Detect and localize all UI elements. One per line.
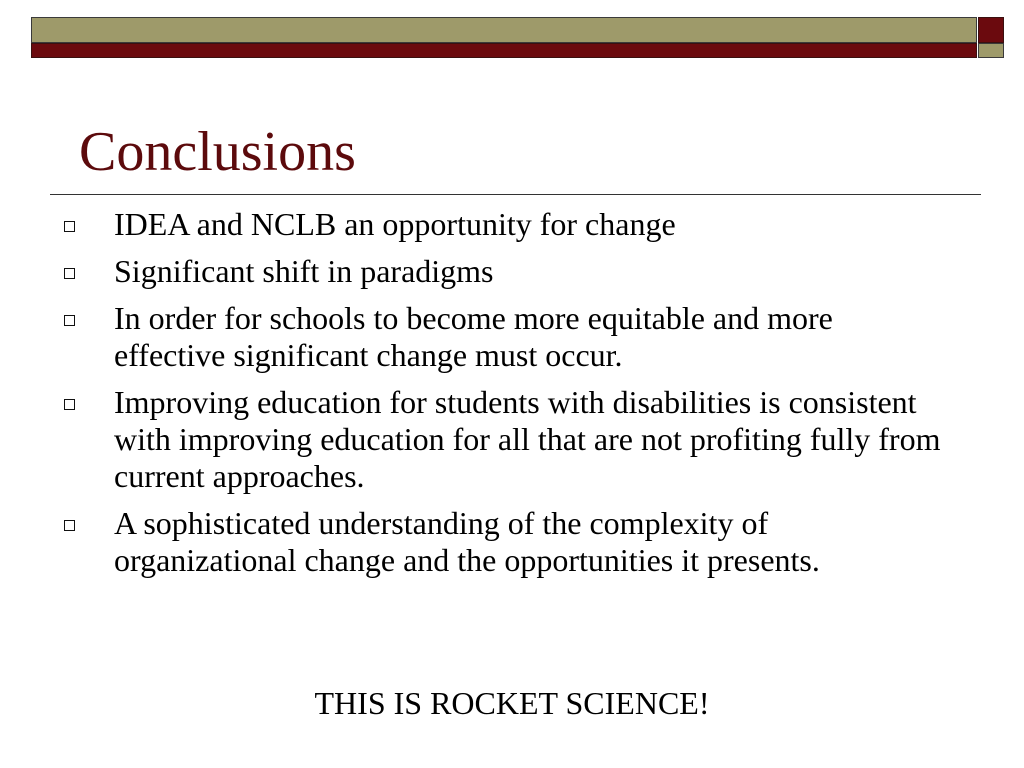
header-banner-olive-bar [31, 17, 977, 43]
square-bullet-icon [64, 268, 75, 279]
slide-title: Conclusions [79, 121, 356, 183]
title-divider [50, 194, 981, 195]
square-bullet-icon [64, 221, 75, 232]
bullet-text: Significant shift in paradigms [114, 253, 494, 289]
bullet-text: In order for schools to become more equitable and more effective significant change must occur. [114, 300, 833, 373]
square-bullet-icon [64, 315, 75, 326]
bullet-text: A sophisticated understanding of the complexity of organizational change and the opportunities it presents. [114, 505, 820, 578]
bullet-item [64, 505, 964, 579]
bullet-list [64, 206, 964, 589]
header-banner-red-bar [31, 43, 977, 58]
bullet-item [64, 253, 964, 290]
bullet-text: IDEA and NCLB an opportunity for change [114, 206, 676, 242]
bullet-text: Improving education for students with disabilities is consistent with improving education for all that are not profiting fully from current approaches. [114, 384, 941, 494]
square-bullet-icon [64, 520, 75, 531]
header-corner-red-square [978, 17, 1004, 43]
bullet-item [64, 384, 964, 495]
slide-tagline: THIS IS ROCKET SCIENCE! [314, 685, 710, 721]
header-corner-olive-square [978, 43, 1004, 58]
square-bullet-icon [64, 399, 75, 410]
bullet-item [64, 206, 964, 243]
bullet-item [64, 300, 964, 374]
